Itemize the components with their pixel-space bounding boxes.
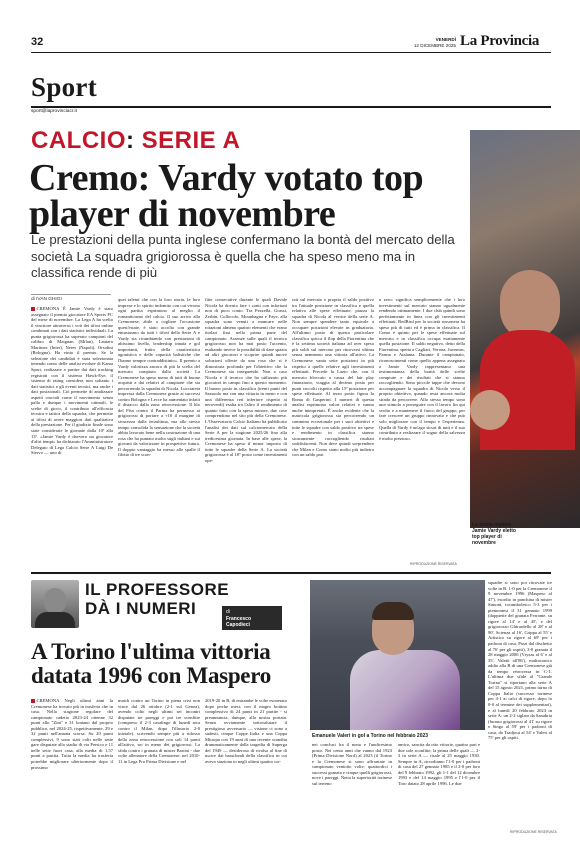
column-label-line1: IL PROFESSORE — [85, 580, 230, 599]
article-column-5 — [379, 297, 465, 559]
box-headline: A Torino l'ultima vittoria datata 1996 con Maspero — [31, 639, 271, 688]
column-text: nei conclusi fra il nono e l'undicesimo posto. Nei cento anni che vanno dal 1923 (Prima Divisione Nord) al 2023 (il Torino e la Cremonese si sono affrontate in campionato ventotto volte: quattordici i successi granata e cinque quelli grigiorossi, nove i pareggi. Netta la superiorità torinese sul terreno — [312, 742, 392, 786]
author-tag — [222, 606, 282, 630]
article-kicker — [31, 127, 240, 155]
box-column-5 — [398, 742, 480, 826]
article-byline: di IVAN GHIGI — [31, 297, 62, 302]
masthead: La Provincia — [460, 33, 540, 49]
column-text: fitte consecutive durante le quali Davide Nicola ha dovuto fare i conti con infortuni non di poco conto. Tra Pezzella, Grassi, Zerbin, Collocolo, Mounbagna e Faye, alla squadra sono venuti a mancare nelle rotazioni almeno quattro elementi che erano titolari fissi nella prima parte del campionato. Assenze sulle quali il tecnico grigiorosso non ha mai posto l'accento, esaltando invece la possibilità di dare spazio ad altri giocatori e scoprire quindi nuove soluzioni offerte da una rosa che si è dimostrata profonda per l'obiettivo che la Cremonese sta inseguendo. Non a caso Nicola e il tecnico che ha utilizzato più giocatori in campo fino a questo momento. Il buono posto in classifica (trenti punti del Sassuolo ma con una vittoria in meno e con una differenza reti inferiore rispetto ai neroverdi) esalta tra l'altro il rendimento di quanto fatto con la spesa minore, due cose comprendono nel sito più della Cremonese. L'Osservatorio Calcio Italiano ha pubblicato l'analisi dei dati sul calciomercato della Serie A per la stagione 2025/26 fino alla tredicesima giornata. In base alle spese, la Cremonese ha speso il minor importo di tutte le squadre della Serie A. La società grigiorossa è al 18° posto come investimenti ope- — [205, 297, 287, 463]
bullet-icon — [31, 699, 35, 703]
author-face — [44, 588, 66, 614]
author-photo — [31, 580, 79, 628]
page-number: 32 — [31, 36, 44, 48]
box-column-4 — [312, 742, 392, 826]
article-headline: Cremo: Vardy votato top player di novembre — [29, 157, 424, 235]
photo-caption: La punta inglese Jamie Vardy eletto top player di novembre — [472, 522, 516, 546]
article-credit: RIPRODUZIONE RISERVATA — [410, 562, 457, 566]
section-title: Sport — [31, 72, 98, 102]
box-column-2 — [118, 698, 200, 826]
article-column-1 — [31, 306, 113, 568]
kicker-part-b: SERIE A — [134, 127, 241, 154]
box-photo-caption: Emanuele Valeri in gol a Torino nel febbraio 2023 — [312, 733, 429, 739]
valeri-photo — [310, 580, 485, 730]
box-column-6 — [488, 580, 552, 828]
date-day: VENERDÌ — [435, 37, 456, 42]
column-text: match contro un Torino in piena crisi non vince dal 26 ottobre (2-1 sul Genoa), avendo colto negli ultimi sei incontri disputate tre pareggi e poi tre sconfitte (compreso il 2-3 casalingo di lunedì sera contro il Milan, dopo l'illusorio 2-0 iniziale). scrivendo sempre più a ridosso della zona retrocessione con soli 14 punti all'attivo, sei in meno dei grigiorossi. La sfida contro i granata di mister Baroni - due volte allenatore della Cremonese, nel 2010-11 in Lega Pro Prima Divisione e nel — [118, 698, 200, 765]
column-text: amico, sancita da otto vittorie, quattro pari e due sole sconfitte, la prima delle quali — 2-3 in serie A — risale al 25 maggio 1930. Sempre in A, ricordiamo l'1-0 per i padroni di casa del 27 gennaio 1985 e il 2-0 per loro del 9 febbraio 1992, gli 1-1 del 12 dicembre 1993 e del 14 maggio 1995 e l'1-0 per il Toro datato 28 aprile 1996. Le due — [398, 742, 480, 786]
article-column-3 — [205, 297, 287, 568]
column-text: 2019-20 in B, di entrambe le volte esonerato dopo poche mesi, con il magro bottino complessivo di 24 punti in 21 partite - si preannuncia, dunque, alla nostra portata. Senza ovviamente sottovalutare il prestigioso avversario — visione ci sono a sudesti, cinque Coppe Italia e una Coppa Mitropa con 19 anni di una recente scandita drammaticamente dalla tragedia di Superga del 1949 — desideroso di rivalsa al fine di uscire dai bassifondi della classifica in cui aveva staziona to negli ultimi quattro tor- — [205, 698, 287, 765]
column-text: rati sul mercato e propria il saldo positivo tra l'attuale posizione in classifica e quella relativa alle spese effettuate, piazza la squadra di Nicola al vertice della serie A. Non sempre spendere tanto equivale a occupare posizioni elevate in graduatoria. All'ultimo posto di questa particolare classifica spicca il flop della Fiorentina che è la settima società italiana ad aver speso più soldi sul mercato per ritrovarsi ultima senza nemmeno una vittoria all'attivo. La Cremonese vanta sette posizioni in più rispetto a quelle relative agli investimenti effettuati. Precede la Lazio che, con il mercato bloccato a causa del fair play finanziario, viaggia al decimo posto per punti raccolti rispetto alla 15ª posizione per spese effettuate. Al terzo posto figura la Roma di Gasperini. I numeri di questa analisi esprimono valori relativi e vanno anche interpretati. È anche evidente che la matricola grigiorossa sta percorrendo un cammino eccezionale per i suoi obiettivi e tutte le squadre con saldo positivo tra spese e rendimento in classifica stanno sicuramente raccogliendo risultati soddisfacenti. Non deve quindi sorprendere che Milan e Como siano molto più indietro con un saldo pari — [292, 297, 374, 458]
box-column-3 — [205, 698, 287, 826]
box-credit: RIPRODUZIONE RISERVATA — [510, 830, 557, 834]
bullet-icon — [31, 307, 35, 311]
article-column-2 — [118, 297, 200, 568]
column-text: quei talenti che con la loro storia, le loro imprese e lo spirito indomito con cui vivono ogni partita esprimono al meglio il romanticismo del calcio. Il suo arrivo alla Cremonese, abile a cogliere l'occasione quest'estate, è stato accolto con grande entusiasmo da tutti i tifosi della Serie A e Vardy sta ricambiando con prestazioni di altissimo livello, leadership innata e gol importanti, frutto della caratteristica agonistica e delle capacità balistiche che l'hanno sempre contraddistinto». Il premio a Vardy valorizza ancora di più la scelta del mercato compiuto dalla società La Cremonese ha speso meno di tutti di buone acquisti a dai relativi al campione che sta percorrendo la squadra di Nicola. Lucciareta impressa dalla Cremonese grazie ai successi contro Bologna e Lecce ha aumentato infatti il distacco dalla zona retrocessione. Il blo del Pisa contro il Parma ha permesso ai grigiorossi di portare a +10 il margine di sicurezza dalla terzultima, ma allo stesso tempo consolida la sensazione che la società abbia lavorato bene nella costruzione di una rosa che ha puntato molto sugli italiani e sui giovani da valorizzare in prospettive futura. Il doppio vantaggio ha messo alle spalle il filotto di tre scon- — [118, 297, 200, 458]
column-label — [85, 580, 229, 618]
kicker-part-a: CALCIO — [31, 127, 126, 154]
byline-rule — [31, 294, 111, 295]
vardy-photo — [470, 130, 580, 528]
date: 12 DICEMBRE 2025 — [413, 43, 456, 48]
author-prefix: di — [226, 609, 230, 615]
kicker-colon: : — [126, 127, 135, 154]
photo-figure-body — [350, 650, 460, 730]
article-column-4 — [292, 297, 374, 568]
article-standfirst: Le prestazioni della punta inglese confermano la bontà del mercato della società La squadra grigiorossa è quella che ha speso meno ma in classifica rende di più — [31, 232, 455, 280]
author-name-first: Francesco — [226, 615, 252, 622]
column-label-line2: DÀ I NUMERI — [85, 599, 197, 618]
column-text: a zero: significa semplicemente che i loro investimenti sul mercato stanno ugualmente rendendo ottimamente. I due club quindi sono perfettamente in linea con gli investimenti effettuati. RedBird per la società rossonera ha speso più di tutti ed è prima in classifica. Il Como è quinto per le spese effettuate sul mercato e in classifica occupa esattamente quella posizione. Il saldo negativo, detto della Fiorentina, spetta a Cagliari, Verona, Juventus, Parma e Atalanta. Durante il campionato, riconoscimenti come quello appena assegnato a Jamie Vardy rappresentano una testimonianza della bontà delle scelte compiute e dei risultati che si stanno raccogliendo. Sono piccole tappe che devono accompagnare la squadra di Nicola verso il proprio obiettivo, quando resta ancora molta strada da percorrere. Allo stesso tempo sono uno stimolo a proseguire con il lavoro fin qui svolto e a mantenere il fuoco del gruppo, per fare crescere un gruppo rinnovato e che può solo migliorare con il tempo e l'esperienza. Quella di Vardy è un'ago sicuri di tutti e il suo contributo a realizzare il sogno della salvezza è molto prezioso. — [379, 297, 465, 441]
section-email[interactable]: sport@laprovinciacr.it — [31, 109, 77, 114]
column-text: squadre si sono poi ritrovate tre volte in B. 1-0 per la Cremonese il 9 novembre 1996 (Maspero al 47'), esordio in panchina di mister Simoni, rocambolesco 5-3 per i piemontesi il 31 gennaio 1999 (doppiette del granata Ferrante, su rigore al 14' e al 45', e del grigiorosso Ghirardello al 28' e al 90', Scienza al 16', Crippa al 55' e Artistico su rigore al 69' per i padroni di casa, Pizzi dal dischetto al 76' per gli ospiti), 3-0 granata il 28 maggio 2006 (Vryzas al 6' e al 35', Valetti all'86'), malinconico addio alla B di una Cremonese già da tempo retrocessa in C-1. L'ultima due sfide al "Grande Torino" si riportano alla serie A del 15 agosto 2021, primo turno di Coppa Italia (successo torinese per 4-1 ai calci di rigore, dopo lo 0-0 al termine dei supplementari), e al lunedì 20 febbraio 2023 in serie A: un 2-2 siglato da Sanabria (furono grigiorossi al 41' su rigore e Singo al 59' per i padroni di casa, da Tsadjout al 54' e Valeri al 75' per gli ospiti. — [488, 580, 552, 741]
author-body — [35, 612, 75, 628]
column-text: CREMONA Negli ultimi anni la Cremonese ha trovato più in trasferta che in casa. Nella stagione regolare del campionato cadetto 2023-24 ottenne 32 punti allo "Zini" e 31 lontano dal proprio pubblico, nel 2024-25, rispettivamente, 29 e 32 punti nell'annata scorsa. Su 20 punti complessivi, 9 sono stati colti nelle sette gare disputate allo stadio di via Persico e 11 nelle sette fuori casa, alla media di 1,57 punti a partita. Tutta la media ha trasferta potrebbe migliorare ulteriormente dopo il prossimo — [31, 698, 113, 770]
author-name-last: Capodieci — [226, 622, 250, 628]
column-text: CREMONA È Jamie Vardy è stato assegnato il premio giocatore EA Sports FC del mese di novembre. La Lega A ha scelto il vincitore attraverso i voti dei tifosi online combinati con i dati statistici individuali. La punta grigiorossa ha superato campioni del calibro di Maignan (Milan), Lautaro Martinez (Inter), Neres (Napoli), Orsolini (Bologna). Ha vinto il premio. Se la selezione dei candidati è stata selezionata tenendo conto delle analisi evolute di Kama Sport, realizzate a partire dai dati tracking registrati con il sistema Hawk-Eye, il sistema di rating considera non soltanto i dati statistici e gli eventi tecnici, ma anche i dati posizionali. Ciò permette di analizzare aspetti cruciali come il movimento senza palla e dunque i movimenti ottimali, le scelte di gioco, il contributo all'efficacia tecnica e tattica della squadra, che permette ai tifosi di avere maggiori dati qualitativa della prestazione. Per il giudizio finale sono state considerate le giornate dalla 10ª alla 13ª. «Jamie Vardy è davvero un giocatore d'altri tempi» ha dichiarato l'Amministratore Delegato di Lega Calcio Serie A Luigi De Siervo — uno di — [31, 306, 113, 456]
box-column-1 — [31, 698, 113, 826]
photo-figure-hand — [470, 390, 510, 430]
photo-figure-hair — [372, 602, 414, 620]
header-rule — [31, 52, 551, 53]
section-rule — [31, 106, 551, 108]
box-top-rule — [31, 572, 551, 574]
page-header — [0, 0, 580, 60]
